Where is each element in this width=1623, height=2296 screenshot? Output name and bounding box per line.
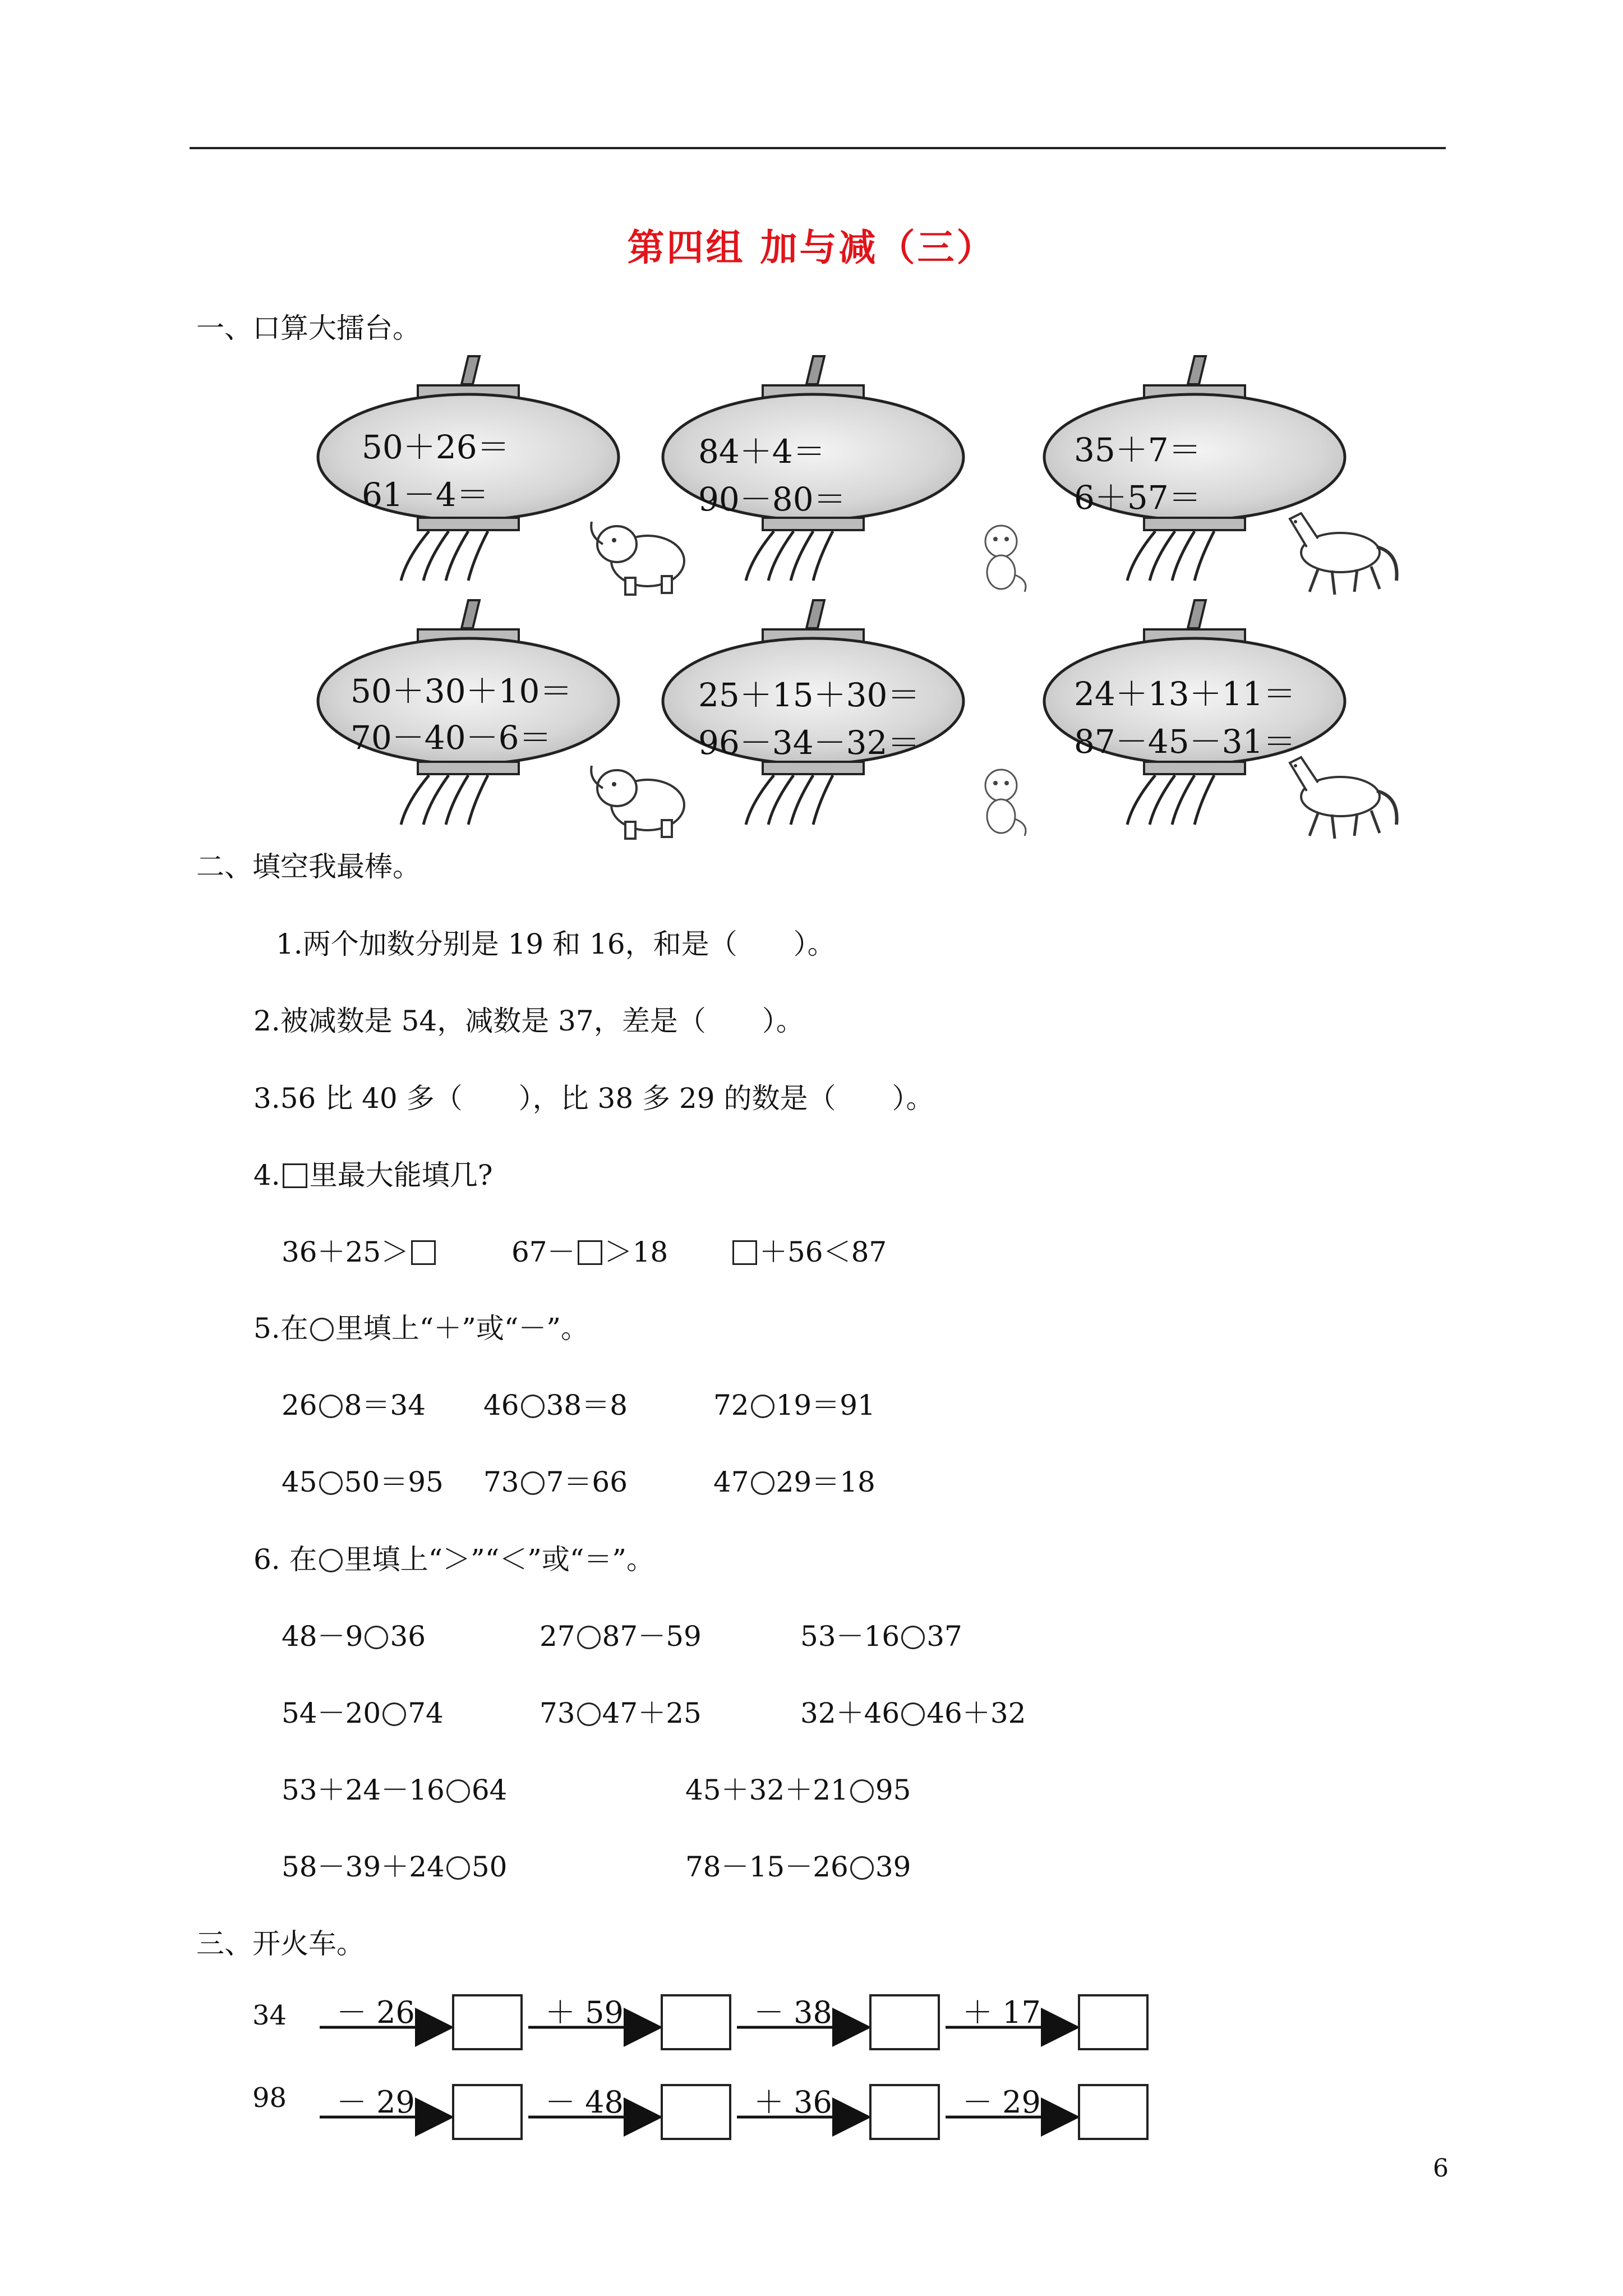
blank-circle[interactable] xyxy=(382,1703,406,1726)
q6-item-9-right: 50 xyxy=(471,1851,508,1883)
q6-item-8 xyxy=(685,1768,911,1808)
q4-item-1 xyxy=(282,1230,438,1270)
train-1-op-3: － 38 xyxy=(754,1995,832,2030)
blank-circle[interactable] xyxy=(850,1779,874,1803)
q4-item-3-right: ＋56＜87 xyxy=(759,1236,887,1268)
blank-circle[interactable] xyxy=(577,1626,601,1649)
question-6 xyxy=(253,1537,654,1577)
blank-square[interactable] xyxy=(578,1240,602,1265)
question-5-suffix: 里填上“＋”或“－”。 xyxy=(335,1312,589,1345)
train-1-box-2[interactable] xyxy=(661,1994,731,2050)
train-2-start: 98 xyxy=(252,2082,287,2114)
q5-item-5 xyxy=(483,1460,628,1500)
q6-item-1-right: 36 xyxy=(390,1620,426,1653)
train-1-box-1[interactable] xyxy=(452,1994,523,2050)
question-1: 1.两个加数分别是 19 和 16，和是（ ）。 xyxy=(276,928,836,960)
q6-item-6-left: 32＋46 xyxy=(800,1697,900,1729)
q6-item-2-right: 87－59 xyxy=(602,1620,702,1653)
q6-item-4-left: 54－20 xyxy=(282,1697,381,1729)
blank-square[interactable] xyxy=(732,1240,757,1265)
q5-item-1-left: 26 xyxy=(282,1389,317,1421)
blank-circle[interactable] xyxy=(319,1549,343,1572)
question-4-prefix: 4. xyxy=(253,1159,280,1191)
question-4 xyxy=(253,1153,493,1193)
q5-item-1 xyxy=(282,1383,426,1423)
q5-item-2-left: 46 xyxy=(483,1389,519,1421)
q6-item-6 xyxy=(800,1691,1026,1731)
lantern-2-line-2: 90－80＝ xyxy=(698,480,846,518)
q6-item-5-right: 47＋25 xyxy=(602,1697,702,1729)
q6-item-7-right: 64 xyxy=(471,1774,508,1806)
lantern-1-line-1: 50＋26＝ xyxy=(362,428,510,466)
lantern-2-line-1: 84＋4＝ xyxy=(698,432,826,471)
train-2-op-4: － 29 xyxy=(962,2085,1041,2120)
q6-item-10-right: 39 xyxy=(875,1851,911,1883)
blank-circle[interactable] xyxy=(901,1626,925,1649)
q5-item-4-left: 45 xyxy=(282,1466,317,1498)
q6-item-7 xyxy=(282,1768,508,1808)
train-1-box-3[interactable] xyxy=(869,1994,940,2050)
q6-item-2 xyxy=(540,1614,702,1654)
q6-item-1-left: 48－9 xyxy=(282,1620,363,1653)
train-2-box-1[interactable] xyxy=(452,2084,523,2140)
q6-item-8-right: 95 xyxy=(875,1774,911,1806)
lantern-4-line-1: 50＋30＋10＝ xyxy=(351,672,573,710)
blank-circle[interactable] xyxy=(446,1779,470,1803)
q5-item-3-left: 72 xyxy=(713,1389,749,1421)
q5-item-4-right: 50＝95 xyxy=(344,1466,444,1498)
blank-circle[interactable] xyxy=(577,1703,601,1726)
question-5-prefix: 5.在 xyxy=(253,1312,308,1345)
lantern-3-line-1: 35＋7＝ xyxy=(1074,431,1201,469)
train-1-start: 34 xyxy=(252,2000,287,2031)
page-number: 6 xyxy=(1433,2154,1449,2183)
q6-item-10 xyxy=(685,1844,911,1885)
train-1-op-4: ＋ 17 xyxy=(962,1995,1041,2030)
train-1-op-2: ＋ 59 xyxy=(545,1995,624,2030)
blank-circle[interactable] xyxy=(319,1395,343,1418)
q5-item-6-right: 29＝18 xyxy=(776,1466,875,1498)
q6-item-4-right: 74 xyxy=(408,1697,444,1729)
lantern-1-line-2: 61－4＝ xyxy=(362,476,489,514)
q5-item-3-right: 19＝91 xyxy=(776,1389,875,1421)
train-2-op-1: － 29 xyxy=(336,2085,415,2120)
lantern-6-line-1: 24＋13＋11＝ xyxy=(1074,675,1296,713)
lantern-5-line-2: 96－34－32＝ xyxy=(698,724,920,762)
blank-circle[interactable] xyxy=(901,1703,925,1726)
q5-item-6-left: 47 xyxy=(713,1466,749,1498)
question-4-suffix: 里最大能填几? xyxy=(309,1159,493,1191)
question-5 xyxy=(253,1306,589,1346)
q6-item-9-left: 58－39＋24 xyxy=(282,1851,445,1883)
q5-item-5-right: 7＝66 xyxy=(546,1466,628,1498)
q6-item-5 xyxy=(540,1691,702,1731)
question-6-prefix: 6. 在 xyxy=(253,1543,317,1576)
q6-item-10-left: 78－15－26 xyxy=(685,1851,849,1883)
q4-item-2 xyxy=(511,1230,668,1270)
blank-circle[interactable] xyxy=(319,1471,343,1495)
train-2-box-2[interactable] xyxy=(661,2084,731,2140)
train-2-op-3: ＋ 36 xyxy=(754,2085,832,2120)
blank-circle[interactable] xyxy=(446,1856,470,1880)
q6-item-2-left: 27 xyxy=(540,1620,575,1653)
question-6-suffix: 里填上“＞”“＜”或“＝”。 xyxy=(344,1543,654,1576)
q6-item-5-left: 73 xyxy=(540,1697,575,1729)
blank-circle[interactable] xyxy=(310,1318,334,1341)
q6-item-3-left: 53－16 xyxy=(800,1620,900,1653)
train-2-op-2: － 48 xyxy=(545,2085,624,2120)
q4-item-2-left: 67－ xyxy=(511,1236,575,1268)
q6-item-6-right: 46＋32 xyxy=(926,1697,1026,1729)
q5-item-2-right: 38＝8 xyxy=(546,1389,628,1421)
lantern-5-line-1: 25＋15＋30＝ xyxy=(698,676,920,714)
q6-item-9 xyxy=(282,1844,508,1885)
train-1-box-4[interactable] xyxy=(1078,1994,1149,2050)
q4-item-1-left: 36＋25＞ xyxy=(282,1236,409,1268)
q5-item-2 xyxy=(483,1383,628,1423)
train-2-box-4[interactable] xyxy=(1078,2084,1149,2140)
lantern-3-line-2: 6＋57＝ xyxy=(1074,478,1201,517)
blank-circle[interactable] xyxy=(850,1856,874,1880)
lantern-6-line-2: 87－45－31＝ xyxy=(1074,723,1296,761)
q5-item-3 xyxy=(713,1383,875,1423)
blank-circle[interactable] xyxy=(751,1471,774,1495)
q5-item-4 xyxy=(282,1460,444,1500)
q4-item-2-right: ＞18 xyxy=(604,1236,668,1268)
blank-square[interactable] xyxy=(283,1163,307,1188)
section-3-heading: 三、开火车。 xyxy=(196,1927,365,1960)
section-1-heading: 一、口算大擂台。 xyxy=(196,312,421,344)
q6-item-7-left: 53＋24－16 xyxy=(282,1774,445,1806)
blank-circle[interactable] xyxy=(751,1395,774,1418)
blank-circle[interactable] xyxy=(521,1471,545,1495)
page-title: 第四组 加与减（三） xyxy=(627,226,996,269)
lantern-4-line-2: 70－40－6＝ xyxy=(351,719,552,757)
train-1-op-1: － 26 xyxy=(336,1995,415,2030)
q6-item-1 xyxy=(282,1614,426,1654)
q6-item-8-left: 45＋32＋21 xyxy=(685,1774,849,1806)
question-2: 2.被减数是 54，减数是 37，差是（ ）。 xyxy=(253,1005,804,1037)
q6-item-3 xyxy=(800,1614,962,1654)
q4-item-3 xyxy=(730,1230,887,1270)
train-2-box-3[interactable] xyxy=(869,2084,940,2140)
blank-circle[interactable] xyxy=(521,1395,545,1418)
q6-item-4 xyxy=(282,1691,444,1731)
q5-item-5-left: 73 xyxy=(483,1466,519,1498)
q5-item-1-right: 8＝34 xyxy=(344,1389,426,1421)
blank-circle[interactable] xyxy=(365,1626,388,1649)
question-3: 3.56 比 40 多（ ），比 38 多 29 的数是（ ）。 xyxy=(253,1082,934,1115)
blank-square[interactable] xyxy=(411,1240,436,1265)
q5-item-6 xyxy=(713,1460,875,1500)
section-2-heading: 二、填空我最棒。 xyxy=(196,850,421,883)
q6-item-3-right: 37 xyxy=(926,1620,962,1653)
